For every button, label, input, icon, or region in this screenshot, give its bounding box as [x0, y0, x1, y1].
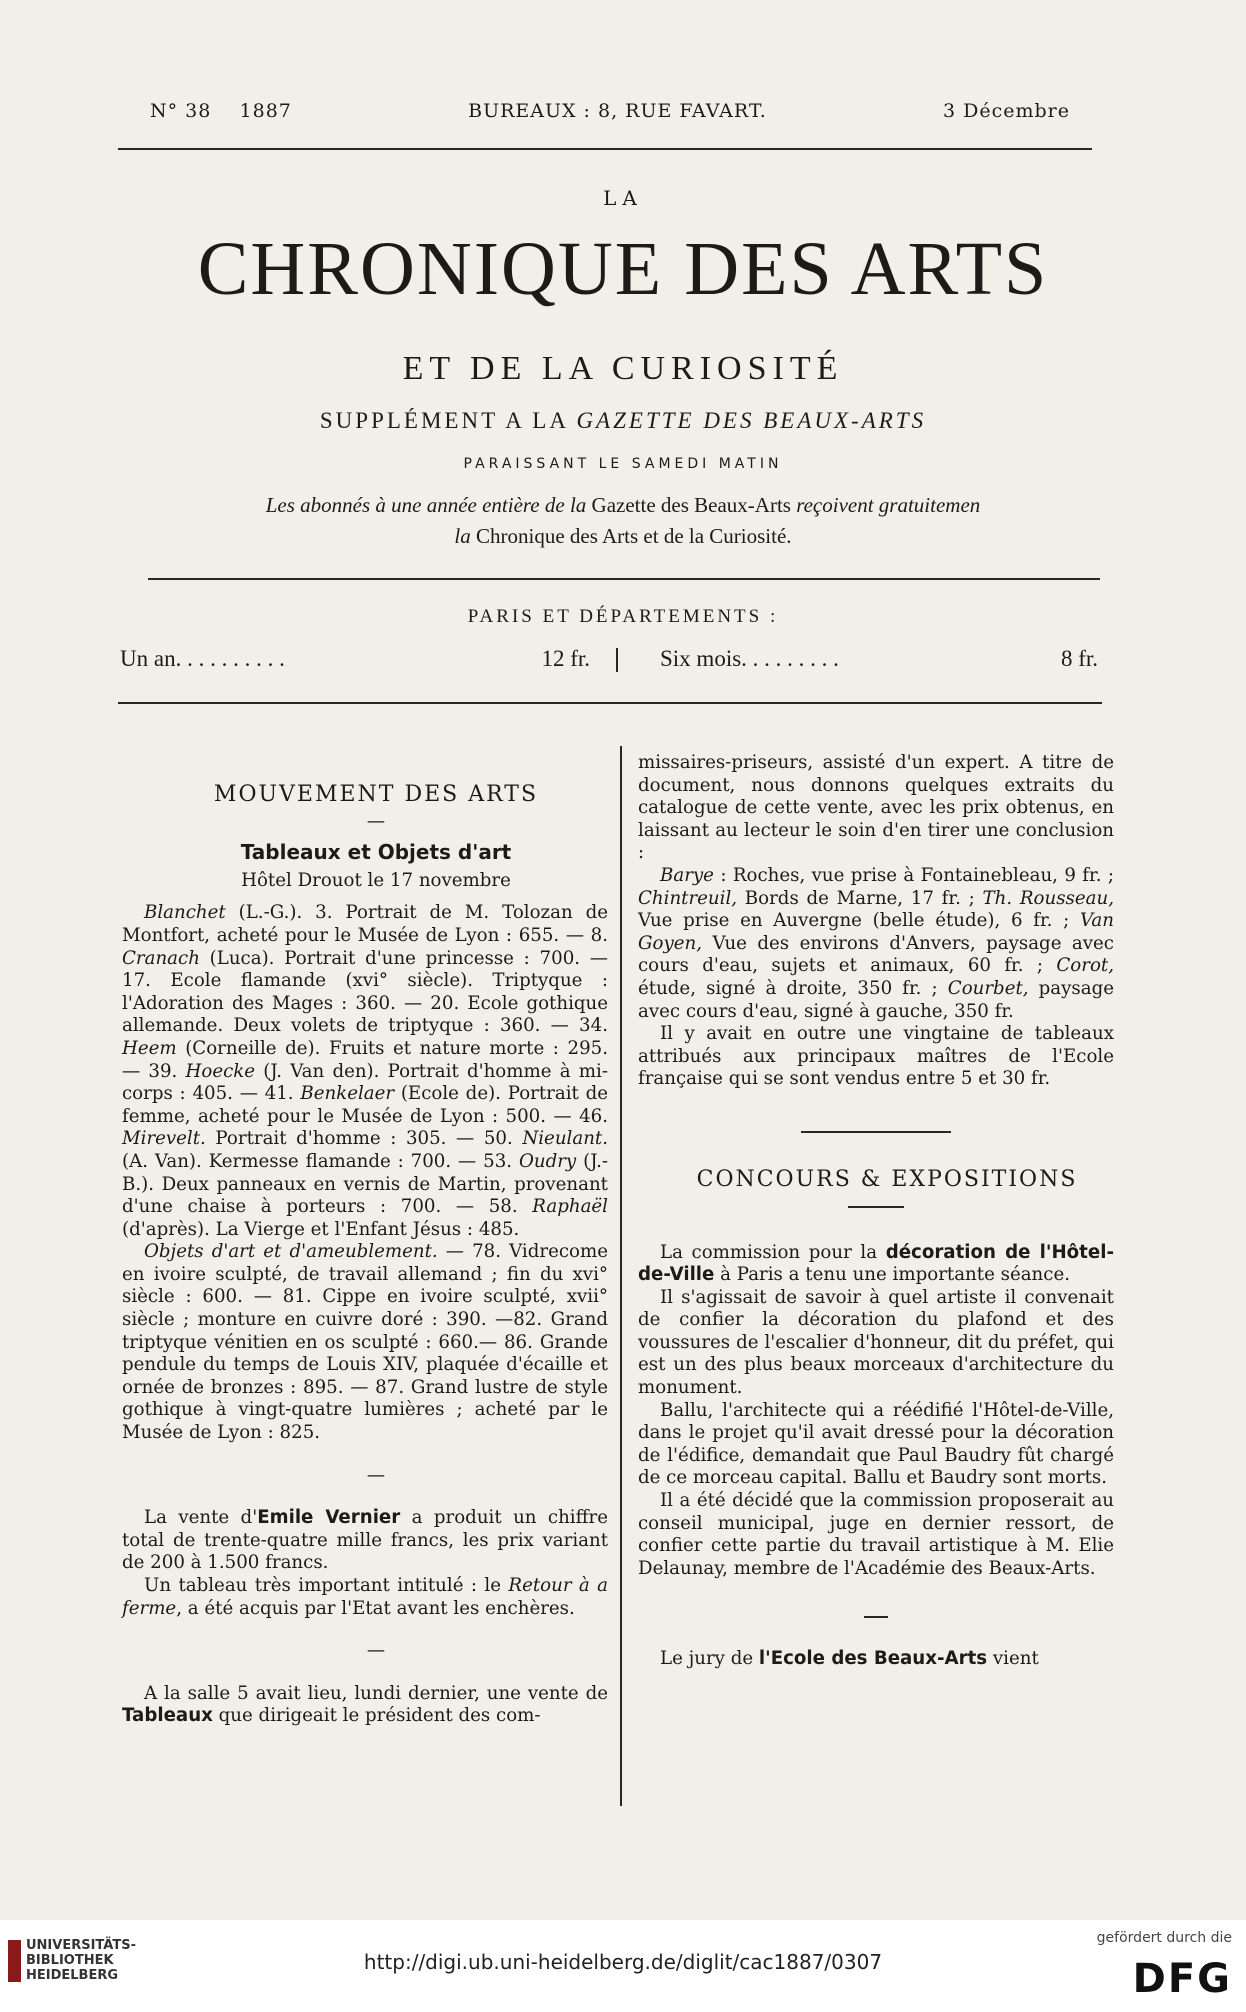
short-dash — [864, 1616, 888, 1618]
left-column — [122, 784, 608, 1728]
text-span: , a été acquis par l'Etat avant les enchères. — [176, 1597, 575, 1619]
source-url-link[interactable]: http://digi.ub.uni-heidelberg.de/diglit/cac1887/0307 — [363, 1950, 883, 1974]
subscription-six — [660, 646, 1098, 672]
vingtaine-paragraph: Il y avait en outre une vingtaine de tableaux attribués aux principaux maîtres de l'Ecole française qui se sont vendus entre 5 et 30 fr. — [638, 1023, 1114, 1090]
artist-rousseau: Th. Rousseau, — [982, 887, 1114, 909]
artist-blanchet: Blanchet — [144, 902, 226, 924]
artist-heem: Heem — [122, 1037, 177, 1059]
text-span: que dirigeait le président des com- — [212, 1705, 541, 1727]
right-column — [638, 752, 1114, 1671]
short-rule — [848, 1206, 904, 1208]
text-span: (Corneille de). Fruits et nature morte : 295. — 39. — [122, 1037, 608, 1082]
text-span: paysage avec cours d'eau, signé à gauche, 350 fr. — [638, 977, 1115, 1022]
column-divider — [620, 746, 622, 1806]
paraissant-line: PARAISSANT LE SAMEDI MATIN — [463, 456, 783, 472]
name-vernier: Emile Vernier — [257, 1507, 401, 1529]
artist-van-goyen: Van Goyen, — [638, 910, 1114, 954]
text-span: Vue prise en Auvergne (belle étude), 6 fr. ; — [638, 910, 1080, 932]
ecole-beaux-arts: l'Ecole des Beaux-Arts — [758, 1648, 988, 1670]
supplement-prefix: SUPPLÉMENT A LA — [319, 408, 577, 433]
library-line-1: UNIVERSITÄTS- — [26, 1938, 136, 1953]
text-span: (L.-G.). 3. Portrait de M. Tolozan de Montfort, acheté pour le Musée de Lyon : 655. — 8. — [122, 902, 608, 946]
text-span: Bords de Marne, 17 fr. ; — [737, 887, 983, 909]
subscription-heading: PARIS ET DÉPARTEMENTS : — [467, 606, 779, 627]
artist-hoecke: Hoecke — [185, 1060, 256, 1082]
artist-corot: Corot, — [1056, 955, 1114, 977]
subheading-tableaux: Tableaux et Objets d'art — [240, 840, 512, 865]
auction-list-1 — [122, 902, 608, 1241]
text-span: — 78. Vidrecome en ivoire sculpté, de travail allemand ; fin du xvi° siècle : 600. — 81. Cippe en ivoire sculpté, xvii° siècle ; monture en cuivre doré : 390. —82. Grand triptyque vénitien en os sculpté : 660.— 86. Grande pendule du temps de Louis XIV, plaquée d'écaille et ornée de bronzes : 895. — 87. Grand lustre de style gothique à vingt-quatre lumières ; acheté par le Musée de Lyon : 825. — [122, 1241, 608, 1444]
header-rule — [118, 148, 1092, 150]
text-span: Portrait d'homme : 305. — 50. — [205, 1128, 523, 1150]
delaunay-paragraph: Il a été décidé que la commission proposerait au conseil municipal, juge en dernier ressort, de confier cette partie du travail artistique à M. Elie Delaunay, membre de l'Académie des Beaux-Arts. — [638, 1490, 1114, 1579]
year-price: 12 fr. — [541, 646, 590, 671]
supplement-line — [0, 408, 1246, 434]
text-span: Un tableau très important intitulé : le — [144, 1575, 509, 1596]
ornamental-rule — [801, 1131, 951, 1133]
objets-heading: Objets d'art et d'ameublement. — [144, 1241, 438, 1263]
retour-paragraph — [122, 1575, 608, 1620]
text-span: a produit un chiffre total de trente-quatre mille francs, les prix variant de 200 à 1.500 francs. — [122, 1507, 609, 1574]
text-span: (J. Van den). Portrait d'homme à mi-corps : 405. — 41. — [122, 1060, 608, 1105]
masthead-subtitle: ET DE LA CURIOSITÉ — [402, 350, 844, 387]
abonnes-plain-2: Chronique des Arts et de la Curiosité. — [470, 524, 792, 548]
commission-paragraph — [638, 1242, 1114, 1287]
text-span: A la salle 5 avait lieu, lundi dernier, une vente de — [144, 1682, 608, 1704]
issue-number: N° 38 — [150, 100, 212, 122]
vernier-paragraph — [122, 1507, 608, 1575]
subscription-year — [120, 646, 590, 672]
abonnes-italic-3: la — [454, 524, 471, 548]
masthead-rule — [148, 578, 1100, 580]
price-divider — [616, 648, 618, 672]
word-tableaux: Tableaux — [122, 1705, 213, 1727]
issue-number-year — [150, 100, 292, 122]
issue-header — [150, 100, 1070, 122]
library-line-3: HEIDELBERG — [26, 1968, 119, 1983]
abonnes-italic-1: Les abonnés à une année entière de la — [265, 493, 587, 517]
decoration-hotel-de-ville: décoration de l'Hôtel-de-Ville — [638, 1241, 1114, 1286]
ballu-paragraph: Ballu, l'architecte qui a réédifié l'Hôtel-de-Ville, dans le projet qu'il avait dressé pour la décoration de l'édifice, demandait que Paul Baudry fût chargé de ce morceau capital. Ballu et Baudry sont morts. — [638, 1399, 1114, 1489]
text-span: vient — [987, 1648, 1039, 1670]
jury-paragraph — [638, 1648, 1114, 1671]
issue-date: 3 Décembre — [942, 100, 1070, 122]
library-line-2: BIBLIOTHEK — [26, 1953, 114, 1968]
artist-barye: Barye — [660, 864, 714, 886]
section-dash: — — [366, 1464, 386, 1486]
text-span: La vente d' — [144, 1507, 258, 1529]
artist-courbet: Courbet, — [947, 977, 1029, 999]
text-span: Vue des environs d'Anvers, paysage avec cours d'eau, sujets et animaux, 60 fr. ; — [638, 932, 1114, 977]
masthead-title: CHRONIQUE DES ARTS — [197, 227, 1049, 311]
auction-list-2 — [122, 1241, 608, 1444]
text-span: (A. Van). Kermesse flamande : 700. — 53. — [122, 1150, 519, 1172]
text-span: (d'après). La Vierge et l'Enfant Jésus : 485. — [122, 1218, 520, 1240]
six-label: Six mois. . . . . . . . . — [660, 646, 839, 671]
text-span: étude, signé à droite, 350 fr. ; — [638, 977, 948, 999]
prices-paragraph — [638, 865, 1114, 1023]
text-span: (Luca). Portrait d'une princesse : 700. — 17. Ecole flamande (xvi° siècle). Triptyque : l'Adoration des Mages : 360. — 20. Ecole gothique allemande. Deux volets de triptyque : 360. — 34. — [122, 947, 608, 1037]
section-heading-concours: CONCOURS & EXPOSITIONS — [696, 1166, 1078, 1192]
six-price: 8 fr. — [1060, 646, 1098, 671]
artiste-paragraph: Il s'agissait de savoir à quel artiste il convenait de confier la décoration du plafond et des voussures de l'escalier d'honneur, dit du préfet, qui est un des plus beaux morceaux d'architecture du monument. — [638, 1286, 1114, 1399]
catalogue-paragraph: missaires-priseurs, assisté d'un expert. A titre de document, nous donnons quelques extraits du catalogue de cette vente, avec les prix obtenus, en laissant au lecteur le soin d'en tirer une conclusion : — [638, 752, 1114, 864]
funded-by-text: gefördert durch die — [1096, 1930, 1232, 1946]
salle-paragraph — [122, 1683, 608, 1728]
artist-benkelaer: Benkelaer — [300, 1083, 395, 1105]
text-span: (J.-B.). Deux panneaux en vernis de Martin, provenant d'une chaise à porteurs : 700. — 58. — [122, 1150, 608, 1218]
footer-bar — [0, 1920, 1246, 2012]
text-span: : Roches, vue prise à Fontainebleau, 9 fr. ; — [713, 864, 1114, 886]
abonnes-italic-2: reçoivent gratuitemen — [796, 493, 981, 517]
painting-title: Retour à a ferme — [122, 1575, 609, 1619]
abonnes-plain-1: Gazette des Beaux-Arts — [586, 493, 797, 517]
section-heading-mouvement: MOUVEMENT DES ARTS — [213, 782, 539, 807]
artist-chintreuil: Chintreuil, — [638, 887, 738, 909]
artist-nieulant: Nieulant. — [522, 1128, 608, 1150]
year-label: Un an. . . . . . . . . . — [120, 646, 285, 671]
supplement-gazette: GAZETTE DES BEAUX-ARTS — [576, 408, 927, 433]
section-dash: — — [366, 810, 386, 832]
artist-mirevelt: Mirevelt. — [122, 1128, 206, 1150]
artist-cranach: Cranach — [122, 947, 200, 969]
text-span: La commission pour la — [660, 1241, 886, 1263]
dfg-logo: DFG — [1132, 1956, 1232, 2002]
bureaux-address: BUREAUX : 8, RUE FAVART. — [468, 100, 767, 122]
subscription-rule — [118, 702, 1102, 704]
masthead-la: LA — [603, 186, 643, 210]
abonnes-notice — [100, 490, 1146, 552]
venue-line: Hôtel Drouot le 17 novembre — [241, 869, 511, 891]
section-dash: — — [366, 1640, 386, 1662]
text-span: (Ecole de). Portrait de femme, acheté pour le Musée de Lyon : 500. — 46. — [122, 1083, 608, 1127]
artist-raphael: Raphaël — [532, 1196, 608, 1218]
artist-oudry: Oudry — [518, 1150, 577, 1172]
text-span: à Paris a tenu une importante séance. — [714, 1264, 1070, 1286]
text-span: Le jury de — [660, 1648, 759, 1670]
issue-year: 1887 — [239, 100, 292, 122]
